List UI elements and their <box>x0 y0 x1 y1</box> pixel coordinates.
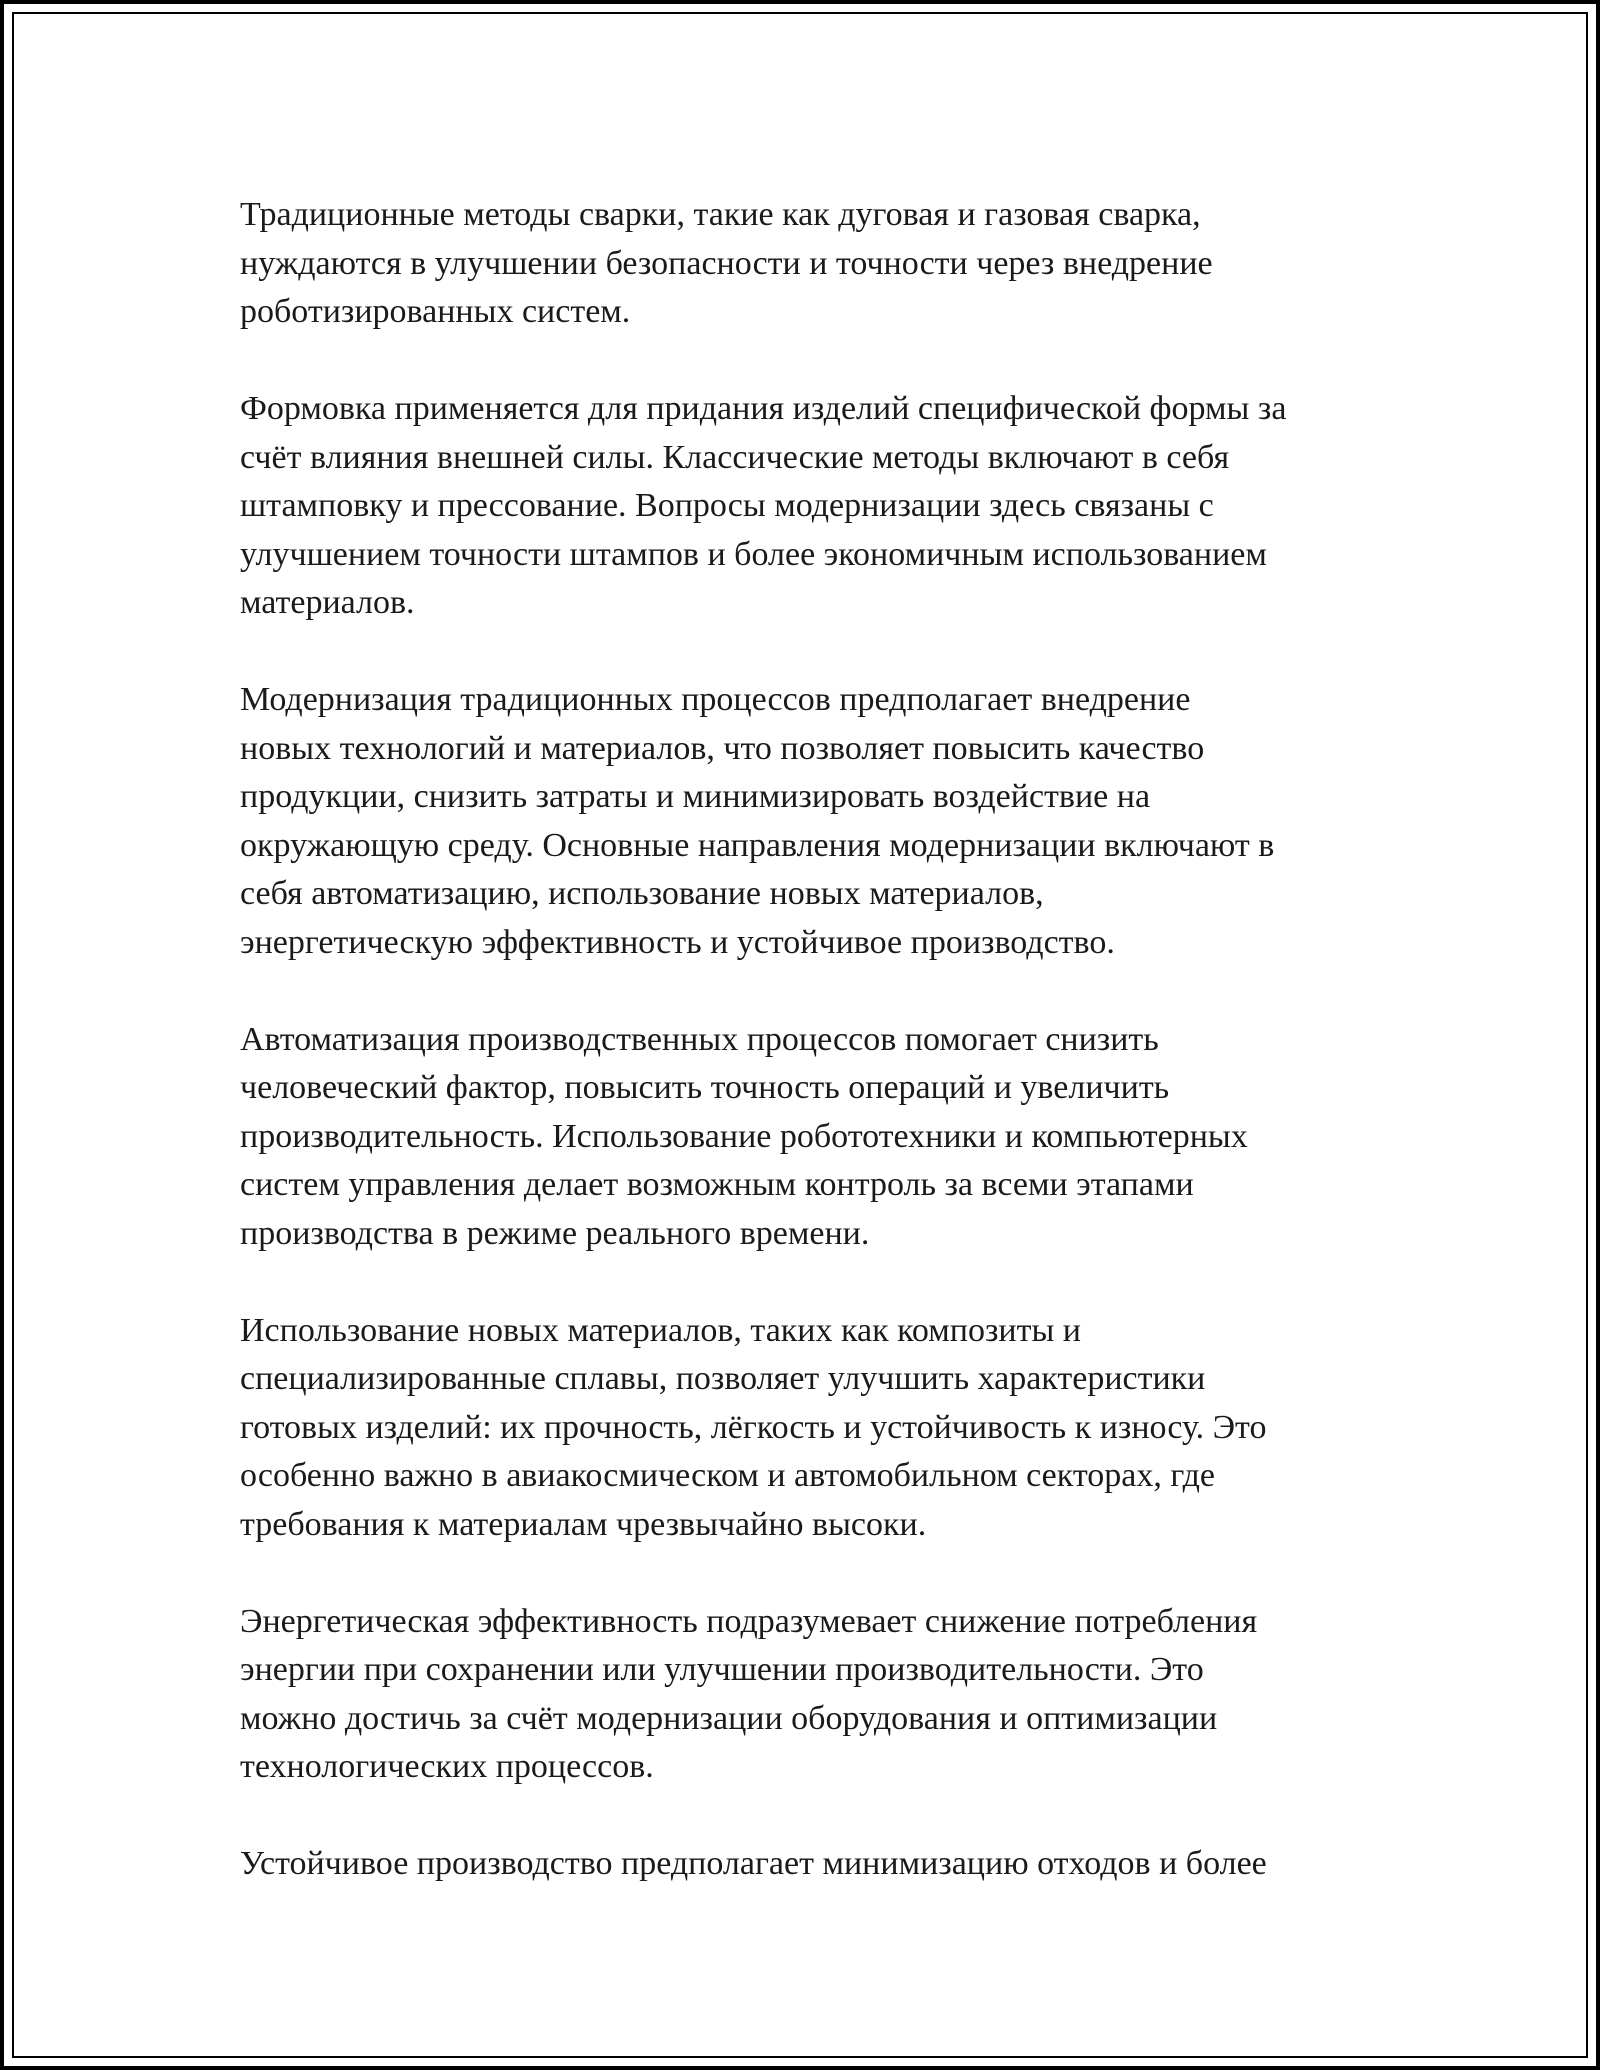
paragraph-welding: Традиционные методы сварки, такие как дуговая и газовая сварка, нуждаются в улучшении безопасности и точности через внедрение роботизированных систем. <box>240 196 1213 330</box>
document-body <box>240 191 1390 1937</box>
paragraph-modernization: Модернизация традиционных процессов предполагает внедрение новых технологий и материалов, что позволяет повысить качество продукции, снизить затраты и минимизировать воздействие на окружающую среду. Основные направления модернизации включают в себя автоматизацию, использование новых материалов, энергетическую эффективность и устойчивое производство. <box>240 681 1275 961</box>
paragraph-energy-efficiency: Энергетическая эффективность подразумевает снижение потребления энергии при сохранении или улучшении производительности. Это можно достичь за счёт модернизации оборудования и оптимизации технологических процессов. <box>240 1602 1258 1785</box>
paragraph-automation: Автоматизация производственных процессов помогает снизить человеческий фактор, повысить точность операций и увеличить производительность. Использование робототехники и компьютерных систем управления делает возможным контроль за всеми этапами производства в режиме реального времени. <box>240 1020 1248 1252</box>
paragraph-forming: Формовка применяется для придания изделий специфической формы за счёт влияния внешней силы. Классические методы включают в себя штамповку и прессование. Вопросы модернизации здесь связаны с улучшением точности штампов и более экономичным использованием материалов. <box>240 390 1287 621</box>
paragraph-new-materials: Использование новых материалов, таких как композиты и специализированные сплавы, позволяет улучшить характеристики готовых изделий: их прочность, лёгкость и устойчивость к износу. Это особенно важно в авиакосмическом и автомобильном секторах, где требования к материалам чрезвычайно высоки. <box>240 1311 1267 1543</box>
paragraph-sustainable-production: Устойчивое производство предполагает минимизацию отходов и более <box>240 1845 1267 1882</box>
